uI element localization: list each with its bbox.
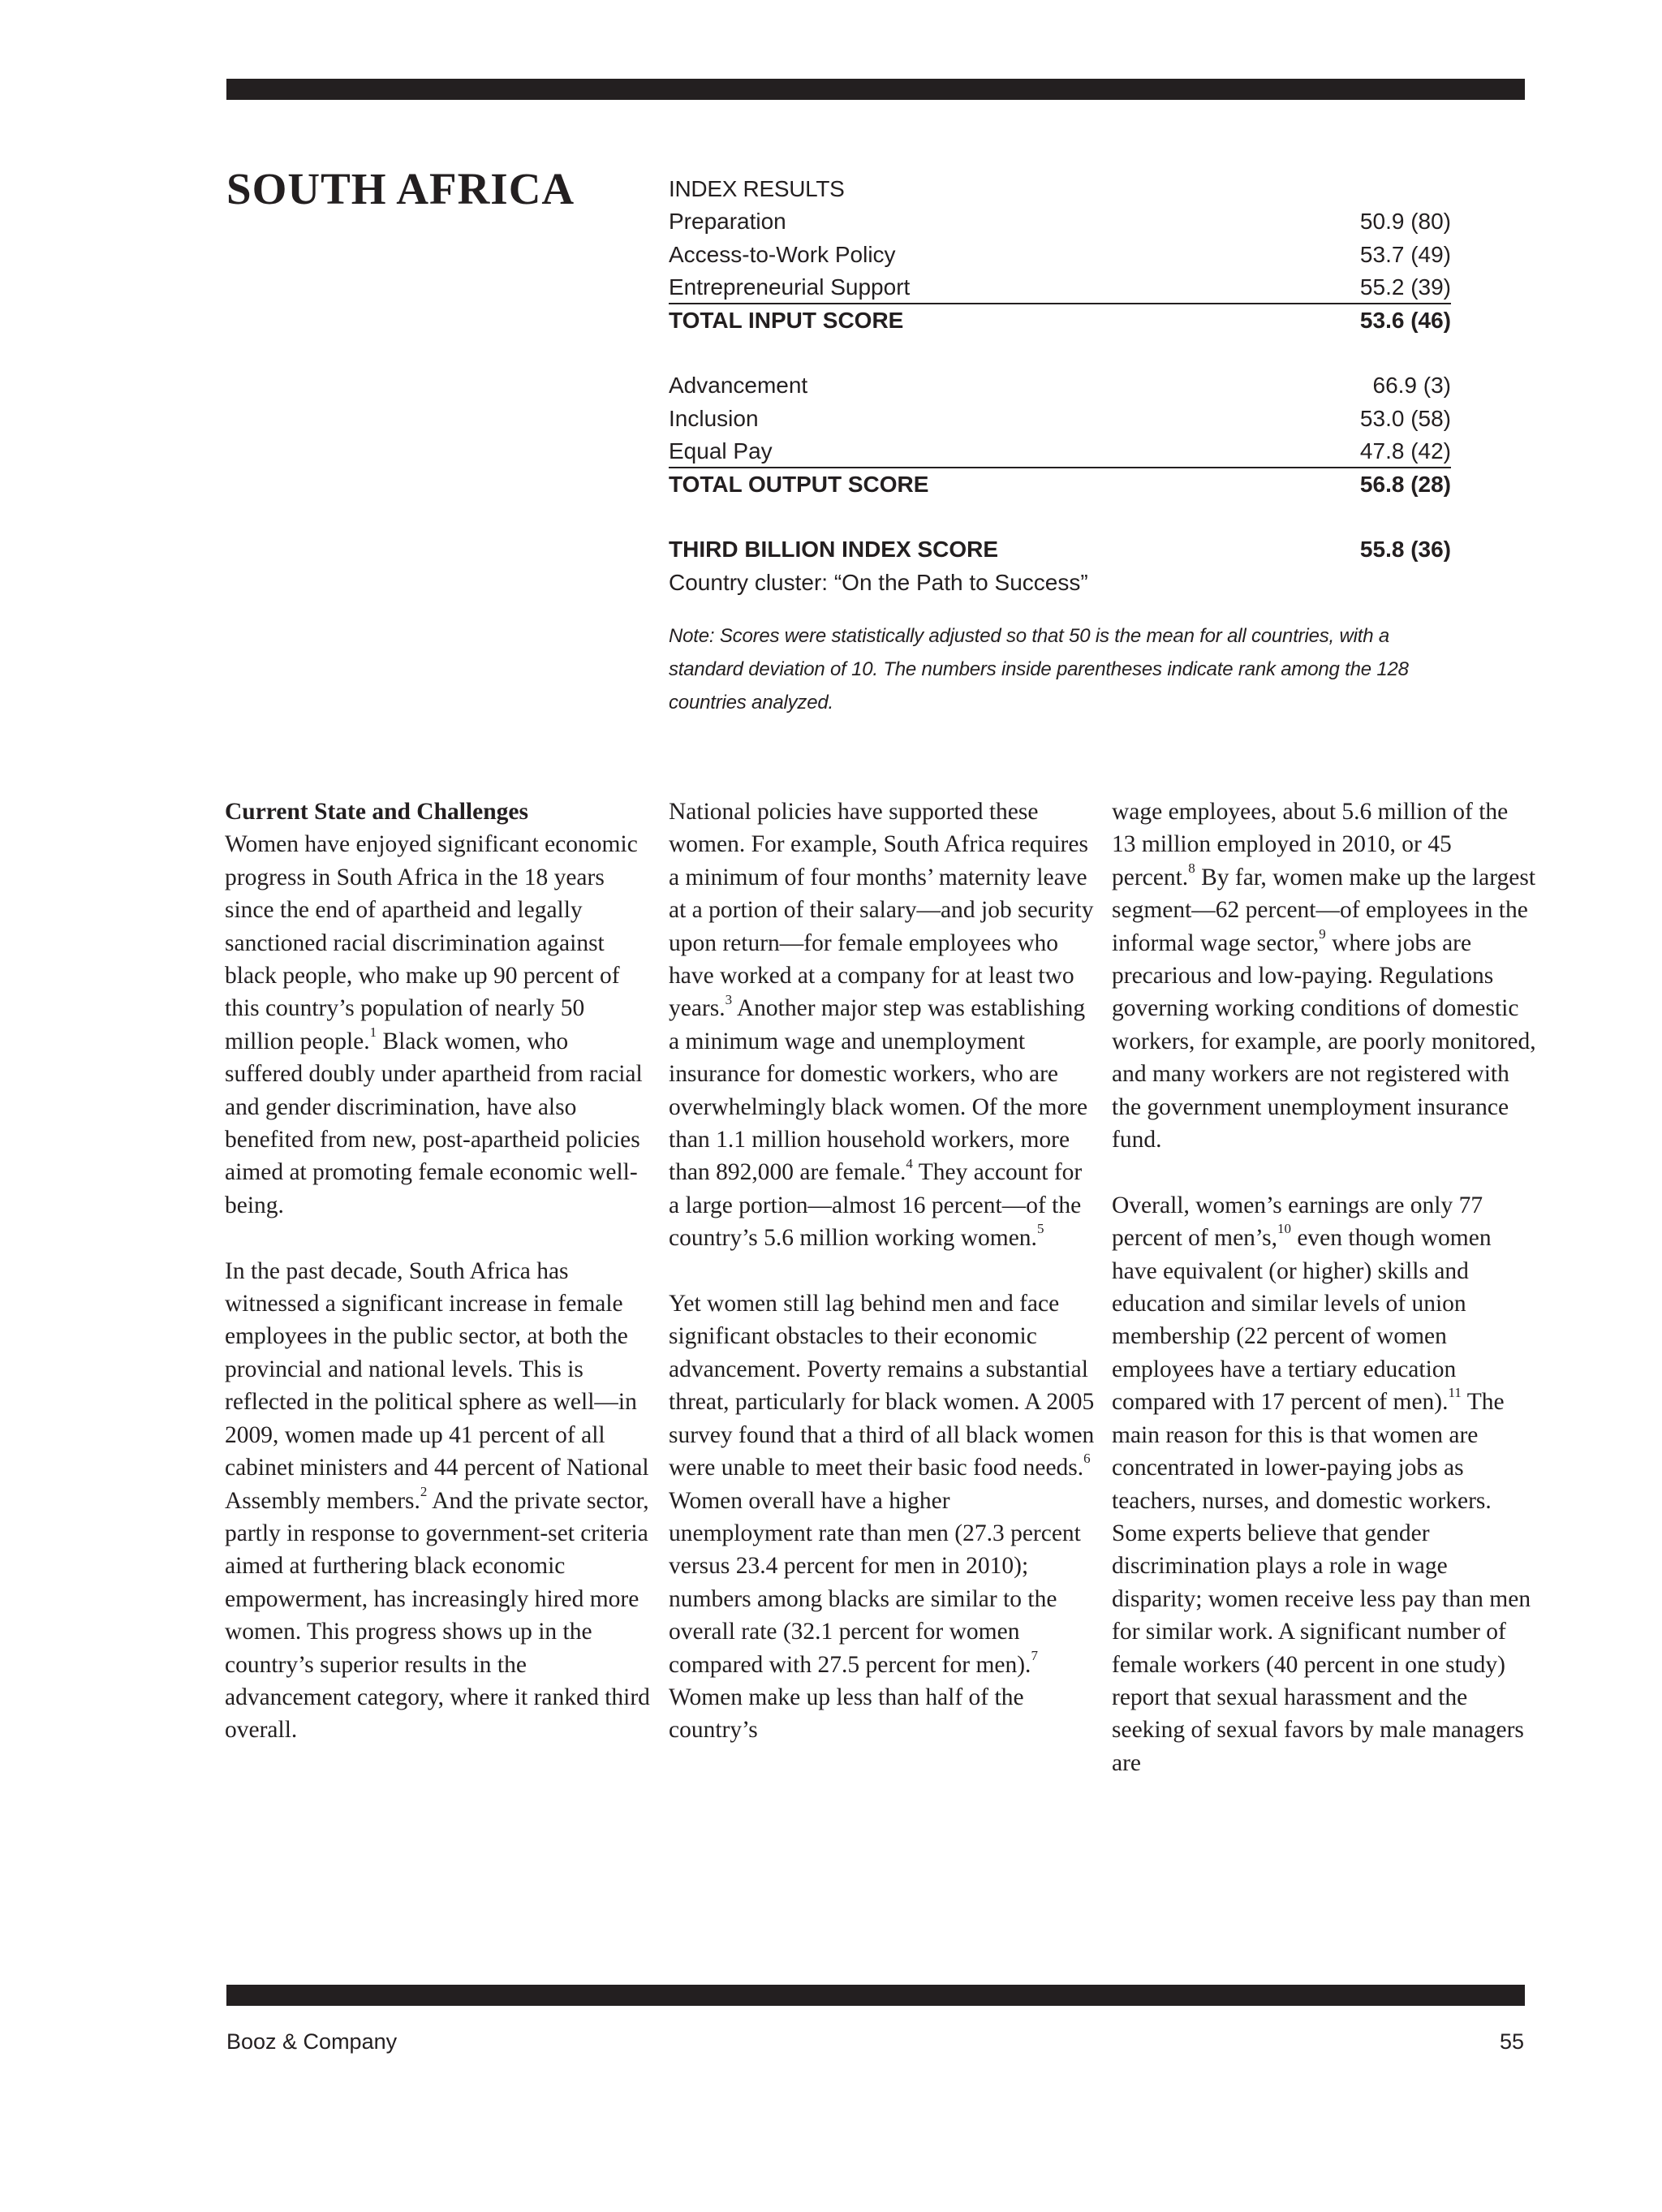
- score-label: Preparation: [669, 209, 786, 234]
- third-billion-value: 55.8 (36): [1359, 537, 1451, 562]
- index-heading: INDEX RESULTS: [669, 176, 845, 201]
- score-value: 55.2 (39): [1359, 274, 1451, 300]
- score-row: [669, 205, 1451, 239]
- footnote-ref: 5: [1036, 1221, 1044, 1237]
- index-results-panel: [669, 173, 1451, 719]
- footnote-ref: 10: [1277, 1221, 1291, 1237]
- total-output-label: TOTAL OUTPUT SCORE: [669, 471, 929, 497]
- score-row: [669, 239, 1451, 272]
- score-value: 50.9 (80): [1359, 209, 1451, 234]
- top-rule: [226, 79, 1525, 100]
- score-label: Advancement: [669, 373, 808, 398]
- body-paragraph: National policies have supported these women. For example, South Africa requires a minimum of four months’ maternity leave at a portion of their salary—and job security upon return—for female employees who have worked at a company for at least two years.$^3$ Another major step was establishing a minimum wage and unemployment insurance for domestic workers, who are overwhelmingly black women. Of the more than 1.1 million household workers, more than 892,000 are female.$^4$ They account for a large portion—almost 16 percent—of the country’s 5.6 million working women.$^5$: [669, 799, 1094, 1252]
- score-value: 53.0 (58): [1359, 405, 1451, 431]
- footnote-ref: 6: [1083, 1451, 1091, 1467]
- index-note: Note: Scores were statistically adjusted so that 50 is the mean for all countries, with a standard deviation of 10. The numbers inside parentheses indicate rank among the 128 countries analyzed.: [669, 624, 1409, 714]
- body-column-1: [225, 796, 651, 1747]
- body-paragraph: Current State and Challenges Women have enjoyed significant economic progress in South Africa in the 18 years since the end of apartheid and legally sanctioned racial discrimination against black people, who make up 90 percent of this country’s population of nearly 50 million people.$^1$ Black women, who suffered doubly under apartheid from racial and gender discrimination, have also benefited from new, post-apartheid policies aimed at promoting female economic well-being.: [225, 796, 651, 1222]
- third-billion-label: THIRD BILLION INDEX SCORE: [669, 537, 999, 562]
- page-number: 55: [1499, 2029, 1524, 2054]
- footnote-ref: 11: [1448, 1385, 1462, 1401]
- third-billion-row: [669, 533, 1451, 567]
- score-label: Inclusion: [669, 405, 759, 431]
- footnote-ref: 2: [420, 1483, 428, 1499]
- total-output-row: [669, 468, 1451, 502]
- section-subhead: Current State and Challenges: [225, 799, 528, 825]
- body-paragraph: wage employees, about 5.6 million of the 13 million employed in 2010, or 45 percent.$^8$ By far, women make up the largest segment—62 percent—of employees in the informal wage sector,$^9$ where jobs are precarious and low-paying. Regulations governing working conditions of domestic workers, for example, are poorly monitored, and many workers are not registered with the government unemployment insurance fund.: [1112, 799, 1536, 1153]
- total-input-value: 53.6 (46): [1359, 307, 1451, 333]
- score-value: 53.7 (49): [1359, 241, 1451, 267]
- footnote-ref: 9: [1319, 925, 1326, 942]
- total-input-row: [669, 304, 1451, 338]
- footnote-ref: 8: [1188, 860, 1195, 876]
- body-paragraph: Yet women still lag behind men and face significant obstacles to their economic advancement. Poverty remains a substantial threat, particularly for black women. A 2005 survey found that a third of all black women were unable to meet their basic food needs.$^6$ Women overall have a higher unemployment rate than men (27.3 percent versus 23.4 percent for men in 2010); numbers among blacks are similar to the overall rate (32.1 percent for women compared with 27.5 percent for men).$^7$ Women make up less than half of the country’s: [669, 1291, 1095, 1744]
- score-row: [669, 369, 1451, 403]
- score-row: [669, 403, 1451, 436]
- score-label: Access-to-Work Policy: [669, 241, 896, 267]
- bottom-rule: [226, 1985, 1525, 2006]
- footer-publisher: Booz & Company: [226, 2029, 398, 2054]
- body-column-3: [1112, 796, 1538, 1779]
- score-row: [669, 435, 1451, 468]
- country-cluster: Country cluster: “On the Path to Success”: [669, 569, 1088, 595]
- footnote-ref: 4: [906, 1155, 913, 1171]
- total-input-label: TOTAL INPUT SCORE: [669, 307, 904, 333]
- footnote-ref: 3: [725, 991, 733, 1007]
- score-value: 66.9 (3): [1372, 373, 1451, 398]
- body-column-2: [669, 796, 1095, 1747]
- footnote-ref: 1: [369, 1024, 377, 1041]
- total-output-value: 56.8 (28): [1359, 471, 1451, 497]
- score-value: 47.8 (42): [1359, 438, 1451, 464]
- body-paragraph: Overall, women’s earnings are only 77 percent of men’s,$^{10}$ even though women have equivalent (or higher) skills and education and similar levels of union membership (22 percent of women employees have a tertiary education compared with 17 percent of men).$^{11}$ The main reason for this is that women are concentrated in lower-paying jobs as teachers, nurses, and domestic workers. Some experts believe that gender discrimination plays a role in wage disparity; women receive less pay than men for similar work. A significant number of female workers (40 percent in one study) report that sexual harassment and the seeking of sexual favors by male managers are: [1112, 1192, 1531, 1776]
- score-label: Entrepreneurial Support: [669, 274, 911, 300]
- score-row: [669, 271, 1451, 304]
- body-paragraph: In the past decade, South Africa has witnessed a significant increase in female employees in the public sector, at both the provincial and national levels. This is reflected in the political sphere as well—in 2009, women made up 41 percent of all cabinet ministers and 44 percent of National Assembly members.$^2$ And the private sector, partly in response to government-set criteria aimed at furthering black economic empowerment, has increasingly hired more women. This progress shows up in the country’s superior results in the advancement category, where it ranked third overall.: [225, 1257, 650, 1744]
- footnote-ref: 7: [1031, 1647, 1038, 1663]
- score-label: Equal Pay: [669, 438, 773, 464]
- page-title: SOUTH AFRICA: [226, 164, 575, 213]
